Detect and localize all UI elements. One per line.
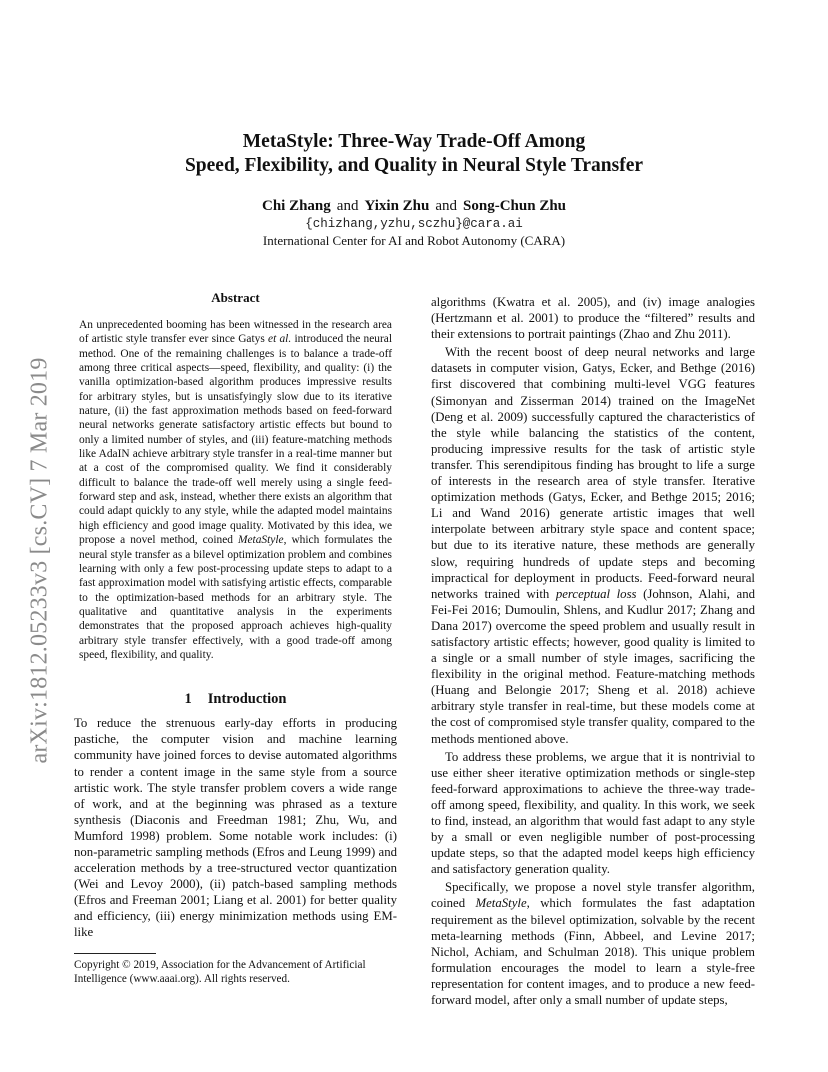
right-paragraph-1 xyxy=(431,344,755,746)
abstract-text xyxy=(79,318,392,662)
footnote-divider xyxy=(74,953,156,954)
right-paragraph-3 xyxy=(431,879,755,1008)
paper-title xyxy=(0,130,828,178)
author-3: Song-Chun Zhu xyxy=(463,198,567,214)
author-affiliation: International Center for AI and Robot Autonomy (CARA) xyxy=(262,233,566,248)
right-paragraph-2: To address these problems, we argue that it is nontrivial to use either sheer iterative optimization methods or single-step feed-forward approximations to achieve the three-way trade-off among speed, flexibility, and quality. In this work, we seek to find, instead, an algorithm that would fast adapt to any style by a small or even negligible number of post-processing update steps, so that the adapted model keeps high efficiency and satisfactory generation quality. xyxy=(431,749,755,877)
section-title: Introduction xyxy=(207,691,287,708)
author-separator: and xyxy=(435,198,458,214)
copyright-footnote: Copyright © 2019, Association for the Advancement of Artificial Intelligence (www.aaai.org). All rights reserved. xyxy=(74,958,366,985)
author-1: Chi Zhang xyxy=(261,198,331,214)
paragraph-italic: perceptual loss xyxy=(555,586,637,601)
abstract-italic: et al. xyxy=(268,333,292,346)
paragraph-text-part: , which formulates the fast adaptation requirement as the bilevel optimization, solvable by the recent meta-learning methods (Finn, Abbeel, and Levine 2017; Nichol, Achiam, and Schulman 2018). This unique problem formulation encourages the model to learn a style-free representation for content images, and to produce a new feed-forward model, after only a small number of update steps, xyxy=(431,896,755,1008)
abstract-italic: MetaStyle xyxy=(238,534,284,547)
arxiv-identifier xyxy=(26,290,53,764)
section-heading-introduction xyxy=(74,691,397,708)
right-column xyxy=(431,294,755,1010)
paragraph-text-part: Specifically, we propose a novel style transfer algorithm, coined xyxy=(431,880,755,911)
arxiv-identifier-text: arXiv:1812.05233v3 [cs.CV] 7 Mar 2019 xyxy=(26,357,53,764)
intro-paragraph-1: To reduce the strenuous early-day efforts in producing pastiche, the computer vision and machine learning community have joined forces to devise automated algorithms to render a content image in the same style from a source artistic work. The style transfer problem covers a wide range of work, and at the beginning was phrased as a texture synthesis (Diaconis and Freedman 1981; Zhu, Wu, and Mumford 1998) problem. Some notable work includes: (i) non-parametric sampling methods (Efros and Leung 1999) and acceleration methods by a tree-structured vector quantization (Wei and Levoy 2000), (ii) patch-based sampling methods (Efros and Freeman 2001; Liang et al. 2001) for better quality and efficiency, (iii) energy minimization methods using EM-like xyxy=(74,716,397,940)
author-2: Yixin Zhu xyxy=(364,198,430,214)
paragraph-text-part: With the recent boost of deep neural networks and large datasets in computer vision, Gatys, Ecker, and Bethge (2016) first discovered that combining multi-level VGG features (Simonyan and Zisserman 2014) trained on the ImageNet (Deng et al. 2009) successfully captured the characteristics of the style while balancing the statistics of the content, producing impressive results for the task of artistic style transfer. This serendipitous finding has brought to life a surge of interests in the research area of style transfer. Iterative optimization methods (Gatys, Ecker, and Bethge 2015; 2016; Li and Wand 2016) generate artistic images that well interpolate between arbitrary style space and content space; but due to its iterative nature, these methods are generally slow, requiring hundreds of update steps and becoming impractical for deployment in products. Feed-forward neural networks trained with xyxy=(431,345,755,601)
title-line-2: Speed, Flexibility, and Quality in Neural Style Transfer xyxy=(184,155,644,176)
abstract-text-part: , which formulates the neural style transfer as a bilevel optimization problem and combines learning with only a few post-processing update steps to adapt to a fast approximation model with satisfying artistic effects, comparable to the optimization-based methods for an arbitrary style. The qualitative and quantitative analysis in the experiments demonstrates that the proposed approach achieves high-quality arbitrary style transfer effectively, with a good trade-off among speed, flexibility, and quality. xyxy=(79,534,392,661)
title-line-1: MetaStyle: Three-Way Trade-Off Among xyxy=(242,131,586,152)
author-emails: {chizhang,yzhu,sczhu}@cara.ai xyxy=(305,217,523,231)
left-column xyxy=(74,290,397,986)
paragraph-text-part: (Johnson, Alahi, and Fei-Fei 2016; Dumoulin, Shlens, and Kudlur 2017; Zhang and Dana 2017) overcome the speed problem and usually result in satisfactory artistic effects; however, good quality is limited to a single or a small number of style images, sacrificing the flexibility in the original method. Feature-matching methods (Huang and Belongie 2017; Sheng et al. 2018) achieve arbitrary style transfer in real-time, but these models come at the cost of compromised style transfer quality, compared to the methods mentioned above. xyxy=(431,586,755,746)
abstract-text-part: An unprecedented booming has been witnessed in the research area of artistic style transfer ever since Gatys xyxy=(79,319,392,346)
paragraph-italic: MetaStyle xyxy=(475,896,527,911)
author-separator: and xyxy=(336,198,359,214)
right-paragraph-0: algorithms (Kwatra et al. 2005), and (iv) image analogies (Hertzmann et al. 2001) to produce the “filtered” results and their extensions to portrait paintings (Zhao and Zhu 2011). xyxy=(431,295,755,342)
section-number: 1 xyxy=(184,691,192,708)
abstract-text-part: introduced the neural method. One of the remaining challenges is to balance a trade-off among three critical aspects—speed, flexibility, and quality: (i) the vanilla optimization-based algorithm produces impressive results for arbitrary styles, but is unsatisfyingly slow due to its iterative nature, (ii) the fast approximation methods based on feed-forward neural networks generate satisfactory artistic effects but bound to only a limited number of styles, and (iii) feature-matching methods like AdaIN achieve arbitrary style transfer in a real-time manner but at a cost of the compromised quality. We find it considerably difficult to balance the trade-off well merely using a single feed-forward step and ask, instead, whether there exists an algorithm that could adapt quickly to any style, while the adapted model maintains high efficiency and good image quality. Motivated by this idea, we propose a novel method, coined xyxy=(79,333,392,547)
author-list xyxy=(0,198,828,215)
abstract-heading: Abstract xyxy=(211,290,260,305)
